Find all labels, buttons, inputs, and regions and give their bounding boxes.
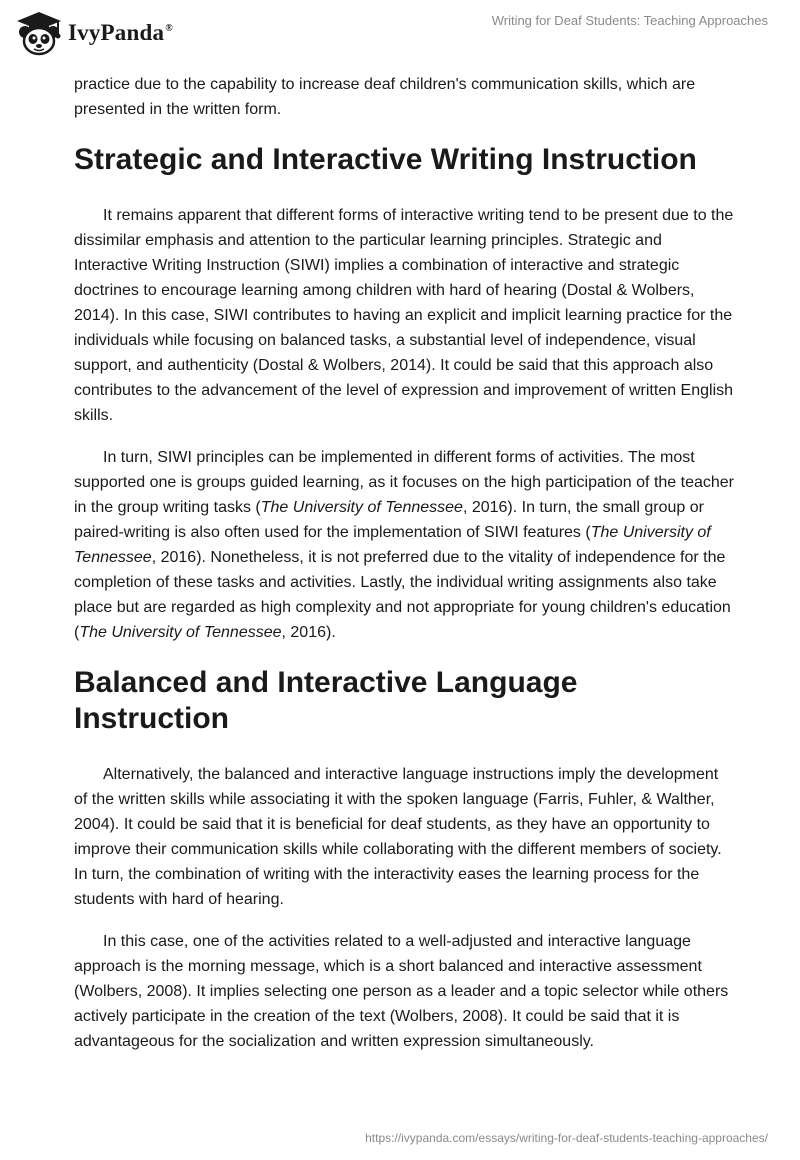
citation-italic: The University of Tennessee <box>74 524 711 566</box>
text-span: , 2016). In turn, the small group or paired-writing is also often used for the implementation of SIWI features ( <box>74 499 704 541</box>
text-span: In turn, SIWI principles can be implemented in different forms of activities. The most supported one is groups guided learning, as it focuses on the high participation of the teacher in the group writing tasks ( <box>74 449 734 516</box>
citation-italic: The University of Tennessee <box>260 499 463 516</box>
citation-italic: The University of Tennessee <box>79 624 282 641</box>
logo[interactable] <box>14 9 173 57</box>
panda-graduate-icon <box>14 10 64 56</box>
paragraph-balanced-2: In this case, one of the activities related to a well-adjusted and interactive language approach is the morning message, which is a short balanced and interactive assessment (Wolbers, 2008). It implies selecting one person as a leader and a topic selector while others actively participate in the creation of the text (Wolbers, 2008). It could be said that it is advantageous for the socialization and written expression simultaneously. <box>74 933 729 1050</box>
heading-siwi: Strategic and Interactive Writing Instruction <box>74 143 697 176</box>
paragraph-siwi-2 <box>74 445 734 645</box>
registered-mark: ® <box>165 23 173 35</box>
text-span: , 2016). <box>281 624 336 641</box>
article-body <box>74 72 734 1071</box>
paragraph-siwi-1: It remains apparent that different forms of interactive writing tend to be present due to the dissimilar emphasis and attention to the particular learning principles. Strategic and Interactive Writing Instruction (SIWI) implies a combination of interactive and strategic doctrines to encourage learning among children with hard of hearing (Dostal & Wolbers, 2014). In this case, SIWI contributes to having an explicit and implicit learning practice for the individuals while focusing on balanced tasks, a substantial level of independence, visual support, and authenticity (Dostal & Wolbers, 2014). It could be said that this approach also contributes to the advancement of the level of expression and improvement of written English skills. <box>74 207 734 424</box>
text-span: , 2016). Nonetheless, it is not preferred due to the vitality of independence for the completion of these tasks and activities. Lastly, the individual writing assignments also take place but are regarded as high complexity and not appropriate for young children's education ( <box>74 549 731 641</box>
paragraph-intro: practice due to the capability to increase deaf children's communication skills, which are presented in the written form. <box>74 76 696 118</box>
page-title: Writing for Deaf Students: Teaching Approaches <box>491 13 768 28</box>
heading-balanced: Balanced and Interactive Language Instruction <box>74 666 578 735</box>
source-url[interactable]: https://ivypanda.com/essays/writing-for-deaf-students-teaching-approaches/ <box>365 1131 768 1145</box>
paragraph-balanced-1: Alternatively, the balanced and interactive language instructions imply the development of the written skills while associating it with the spoken language (Farris, Fuhler, & Walther, 2004). It could be said that it is beneficial for deaf students, as they have an opportunity to improve their communication skills while collaborating with the different members of society. In turn, the combination of writing with the interactivity eases the learning process for the students with hard of hearing. <box>74 766 722 908</box>
logo-text: IvyPanda® <box>68 20 173 45</box>
